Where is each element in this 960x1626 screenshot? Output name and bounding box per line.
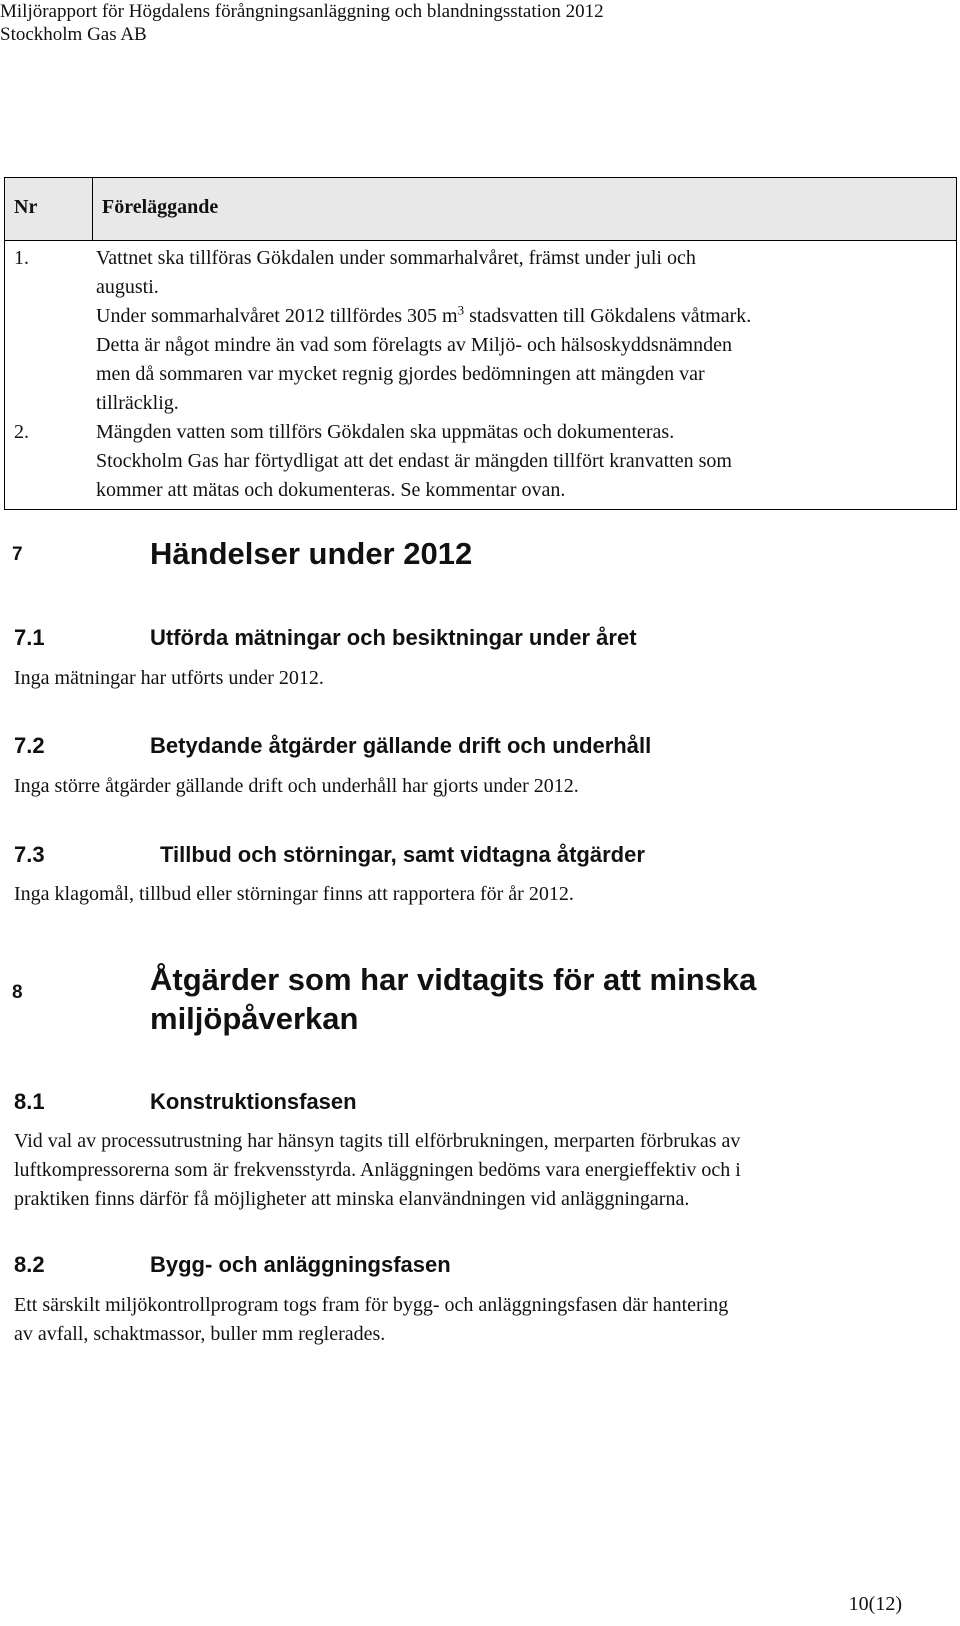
item-text: men då sommaren var mycket regnig gjordes bedömningen att mängden var — [96, 363, 705, 385]
section-number: 8.1 — [14, 1089, 45, 1114]
column-header-nr: Nr — [5, 178, 93, 241]
section-title: Tillbud och störningar, samt vidtagna åtgärder — [160, 842, 645, 867]
item-text: Vattnet ska tillföras Gökdalen under sommarhalvåret, främst under juli och — [96, 247, 696, 269]
table-cell — [5, 241, 957, 510]
header-company: Stockholm Gas AB — [0, 24, 147, 45]
page-header — [0, 0, 604, 46]
paragraph: Inga större åtgärder gällande drift och underhåll har gjorts under 2012. — [14, 775, 579, 797]
section-number: 8.2 — [14, 1252, 45, 1277]
section-title: Åtgärder som har vidtagits för att minska miljöpåverkan — [150, 962, 757, 1036]
item-text: Detta är något mindre än vad som förelagts av Miljö- och hälsoskyddsnämnden — [96, 334, 732, 356]
section-number: 7.2 — [14, 733, 45, 758]
page-number: 10(12) — [848, 1593, 902, 1615]
item-text: Mängden vatten som tillförs Gökdalen ska uppmätas och dokumenteras. — [96, 421, 675, 443]
subsection-heading-8-1 — [14, 1088, 944, 1116]
paragraph: Vid val av processutrustning har hänsyn tagits till elförbrukningen, merparten förbrukas av luftkompressorerna som är frekvensstyrda. Anläggningen bedöms vara energieffektiv och i praktiken finns därför få möjligheter att minska elanvändningen vid anläggningarna. — [14, 1130, 741, 1210]
table-row — [5, 241, 957, 510]
paragraph: Inga mätningar har utförts under 2012. — [14, 667, 324, 689]
section-heading-8 — [12, 960, 942, 1038]
subsection-heading-7-2 — [14, 732, 944, 760]
section-number: 8 — [12, 982, 23, 1003]
item-text: Under sommarhalvåret 2012 tillfördes 305 $m^3$ stadsvatten till Gökdalens våtmark. — [96, 302, 752, 327]
item-text: tillräcklig. — [96, 392, 179, 414]
item-number: 2. — [14, 421, 29, 443]
item-text: augusti. — [96, 276, 159, 298]
section-number: 7 — [12, 544, 23, 565]
injunction-table — [4, 177, 957, 510]
item-text: kommer att mätas och dokumenteras. Se kommentar ovan. — [96, 479, 566, 501]
table-header-row — [5, 178, 957, 241]
section-title: Utförda mätningar och besiktningar under året — [150, 625, 637, 650]
header-title: Miljörapport för Högdalens förångningsanläggning och blandningsstation 2012 — [0, 1, 604, 22]
section-title: Konstruktionsfasen — [150, 1089, 357, 1114]
subsection-heading-7-1 — [14, 624, 944, 652]
section-title: Händelser under 2012 — [150, 536, 473, 571]
section-title: Betydande åtgärder gällande drift och underhåll — [150, 733, 652, 758]
section-number: 7.1 — [14, 625, 45, 650]
section-number: 7.3 — [14, 842, 45, 867]
item-number: 1. — [14, 247, 29, 269]
item-text: Stockholm Gas har förtydligat att det endast är mängden tillfört kranvatten som — [96, 450, 732, 472]
column-header-injunction: Föreläggande — [93, 178, 957, 241]
paragraph: Ett särskilt miljökontrollprogram togs fram för bygg- och anläggningsfasen där hantering av avfall, schaktmassor, buller mm reglerades. — [14, 1294, 729, 1345]
subsection-heading-7-3 — [14, 841, 944, 869]
subsection-heading-8-2 — [14, 1251, 944, 1279]
section-title: Bygg- och anläggningsfasen — [150, 1252, 451, 1277]
paragraph: Inga klagomål, tillbud eller störningar finns att rapportera för år 2012. — [14, 883, 574, 905]
section-heading-7 — [12, 534, 942, 573]
